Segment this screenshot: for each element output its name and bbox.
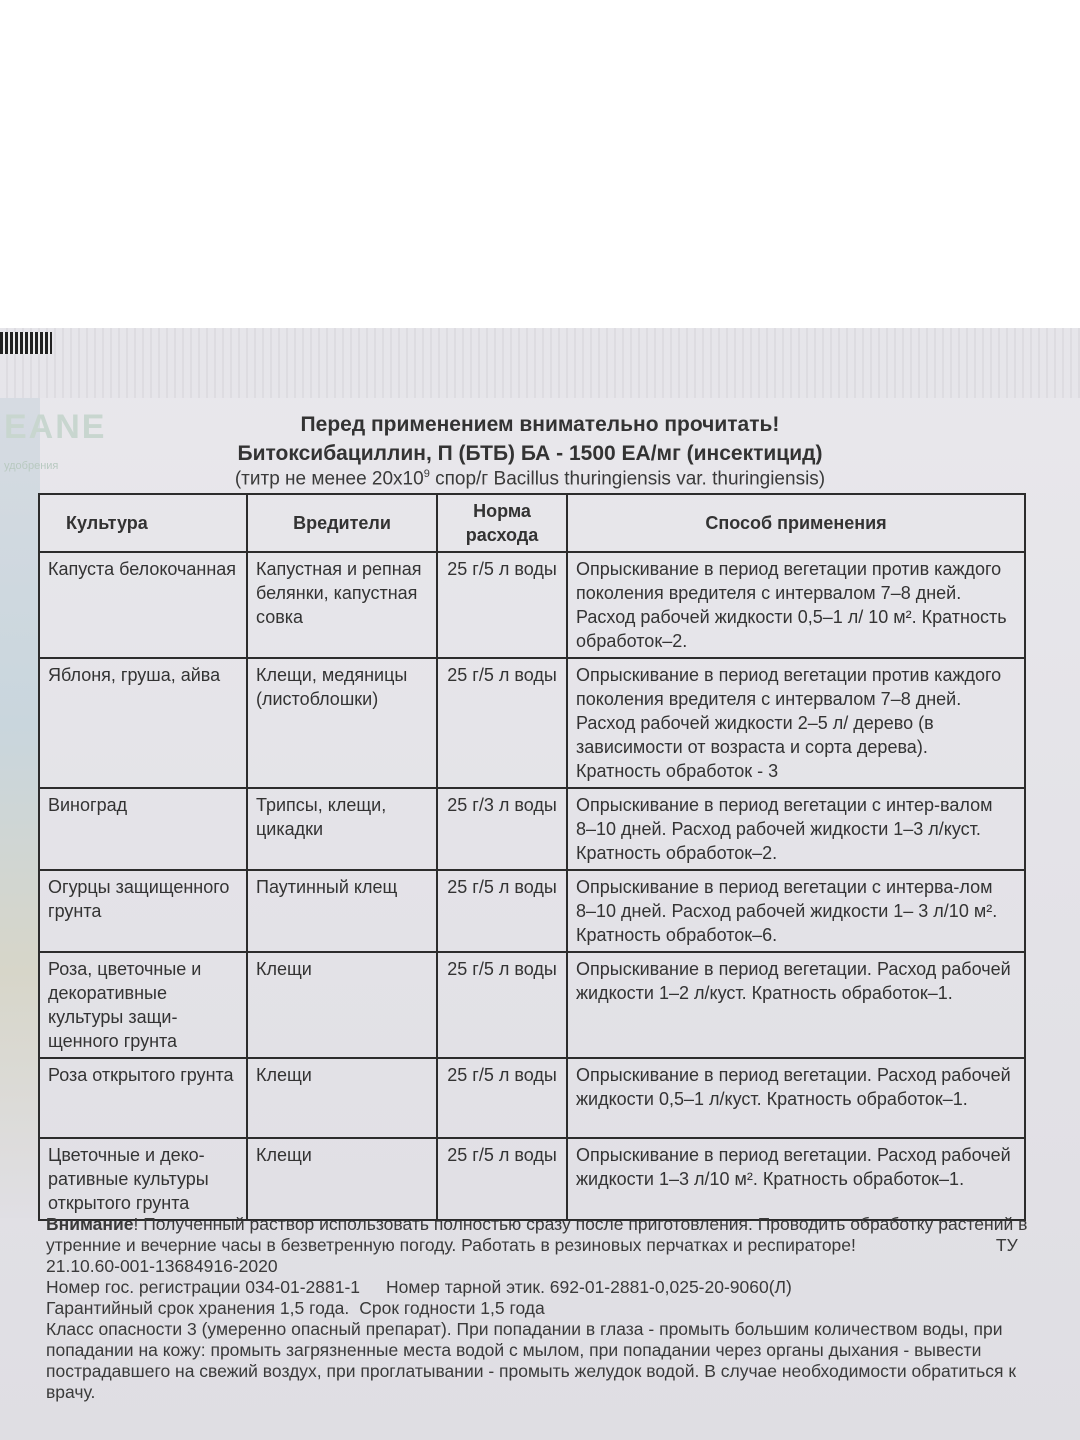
cell-crop: Роза, цветочные и декоративные культуры защи-щенного грунта <box>39 952 247 1058</box>
table-row <box>39 788 1025 870</box>
warning-paragraph <box>46 1214 1046 1277</box>
cell-rate: 25 г/5 л воды <box>437 1138 567 1220</box>
cell-method: Опрыскивание в период вегетации с интер-валом 8–10 дней. Расход рабочей жидкости 1–3 л/куст. Кратность обработок–2. <box>567 788 1025 870</box>
cell-crop: Виноград <box>39 788 247 870</box>
cell-method: Опрыскивание в период вегетации с интерва-лом 8–10 дней. Расход рабочей жидкости 1– 3 л/10 м². Кратность обработок–6. <box>567 870 1025 952</box>
cell-method: Опрыскивание в период вегетации. Расход рабочей жидкости 1–3 л/10 м². Кратность обработок–1. <box>567 1138 1025 1220</box>
table-row <box>39 552 1025 658</box>
front-print-edge <box>0 398 40 1218</box>
header-warning: Перед применением внимательно прочитать! <box>300 413 780 436</box>
expiry-period: Срок годности 1,5 года <box>359 1298 545 1318</box>
col-header-method: Способ применения <box>567 494 1025 552</box>
warning-text: ! Полученный раствор использовать полностью сразу после приготовления. Проводить обработку растений в утренние и вечерние часы в безветренную погоду. Работать в резиновых перчатках и респираторе! <box>46 1214 1028 1255</box>
cell-pests: Клещи <box>247 1058 437 1138</box>
registration-line <box>46 1277 1046 1298</box>
cell-rate: 25 г/5 л воды <box>437 658 567 788</box>
cell-rate: 25 г/5 л воды <box>437 1058 567 1138</box>
cell-rate: 25 г/5 л воды <box>437 870 567 952</box>
table-row <box>39 952 1025 1058</box>
cell-pests: Трипсы, клещи, цикадки <box>247 788 437 870</box>
table-header-row <box>39 494 1025 552</box>
cell-rate: 25 г/5 л воды <box>437 552 567 658</box>
tu-code: ТУ 21.10.60-001-13684916-2020 <box>46 1235 1018 1276</box>
table-row <box>39 1138 1025 1220</box>
footer-instructions <box>46 1214 1046 1403</box>
cell-pests: Клещи <box>247 1138 437 1220</box>
cell-pests: Паутинный клещ <box>247 870 437 952</box>
cell-pests: Клещи, медяницы (листоблошки) <box>247 658 437 788</box>
cell-method: Опрыскивание в период вегетации против каждого поколения вредителя с интервалом 7–8 дней. Расход рабочей жидкости 0,5–1 л/ 10 м². Кратность обработок–2. <box>567 552 1025 658</box>
table-row <box>39 1058 1025 1138</box>
col-header-pests: Вредители <box>247 494 437 552</box>
brand-logo-fragment: EANE <box>4 408 107 446</box>
cell-crop: Огурцы защищенного грунта <box>39 870 247 952</box>
product-titer: (титр не менее $20х10^9$ спор/г Bacillus thuringiensis var. thuringiensis) <box>234 468 826 490</box>
col-header-rate: Норма расхода <box>437 494 567 552</box>
cell-pests: Клещи <box>247 952 437 1058</box>
col-header-crop: Культура <box>39 494 247 552</box>
cell-crop: Яблоня, груша, айва <box>39 658 247 788</box>
storage-line <box>46 1298 1046 1319</box>
cell-rate: 25 г/3 л воды <box>437 788 567 870</box>
application-table <box>38 493 1026 1221</box>
seal-strip <box>0 328 1080 398</box>
brand-logo-subtitle: удобрения <box>4 460 59 472</box>
tare-label-number: Номер тарной этик. 692-01-2881-0,025-20-9060(Л) <box>386 1277 792 1297</box>
cell-pests: Капустная и репная белянки, капустная совка <box>247 552 437 658</box>
table-row <box>39 870 1025 952</box>
cell-method: Опрыскивание в период вегетации. Расход рабочей жидкости 1–2 л/куст. Кратность обработок–1. <box>567 952 1025 1058</box>
cell-rate: 25 г/5 л воды <box>437 952 567 1058</box>
cell-crop: Цветочные и деко-ративные культуры открытого грунта <box>39 1138 247 1220</box>
cell-method: Опрыскивание в период вегетации против каждого поколения вредителя с интервалом 7–8 дней. Расход рабочей жидкости 2–5 л/ дерево (в зависимости от возраста и сорта дерева). Кратность обработок - 3 <box>567 658 1025 788</box>
hazard-paragraph: Класс опасности 3 (умеренно опасный препарат). При попадании в глаза - промыть большим количеством воды, при попадании на кожу: промыть загрязненные места водой с мылом, при попадании через органы дыхания - вывести пострадавшего на свежий воздух, при проглатывании - промыть желудок водой. В случае необходимости обратиться к врачу. <box>46 1319 1017 1402</box>
barcode-fragment <box>0 332 52 354</box>
cell-method: Опрыскивание в период вегетации. Расход рабочей жидкости 0,5–1 л/куст. Кратность обработок–1. <box>567 1058 1025 1138</box>
cell-crop: Роза открытого грунта <box>39 1058 247 1138</box>
table-row <box>39 658 1025 788</box>
warning-label: Внимание <box>46 1214 134 1234</box>
warranty-period: Гарантийный срок хранения 1,5 года. <box>46 1298 350 1318</box>
product-title: Битоксибациллин, П (БТБ) БА - 1500 ЕА/мг (инсектицид) <box>237 442 823 465</box>
registration-number: Номер гос. регистрации 034-01-2881-1 <box>46 1277 361 1297</box>
cell-crop: Капуста белокочанная <box>39 552 247 658</box>
